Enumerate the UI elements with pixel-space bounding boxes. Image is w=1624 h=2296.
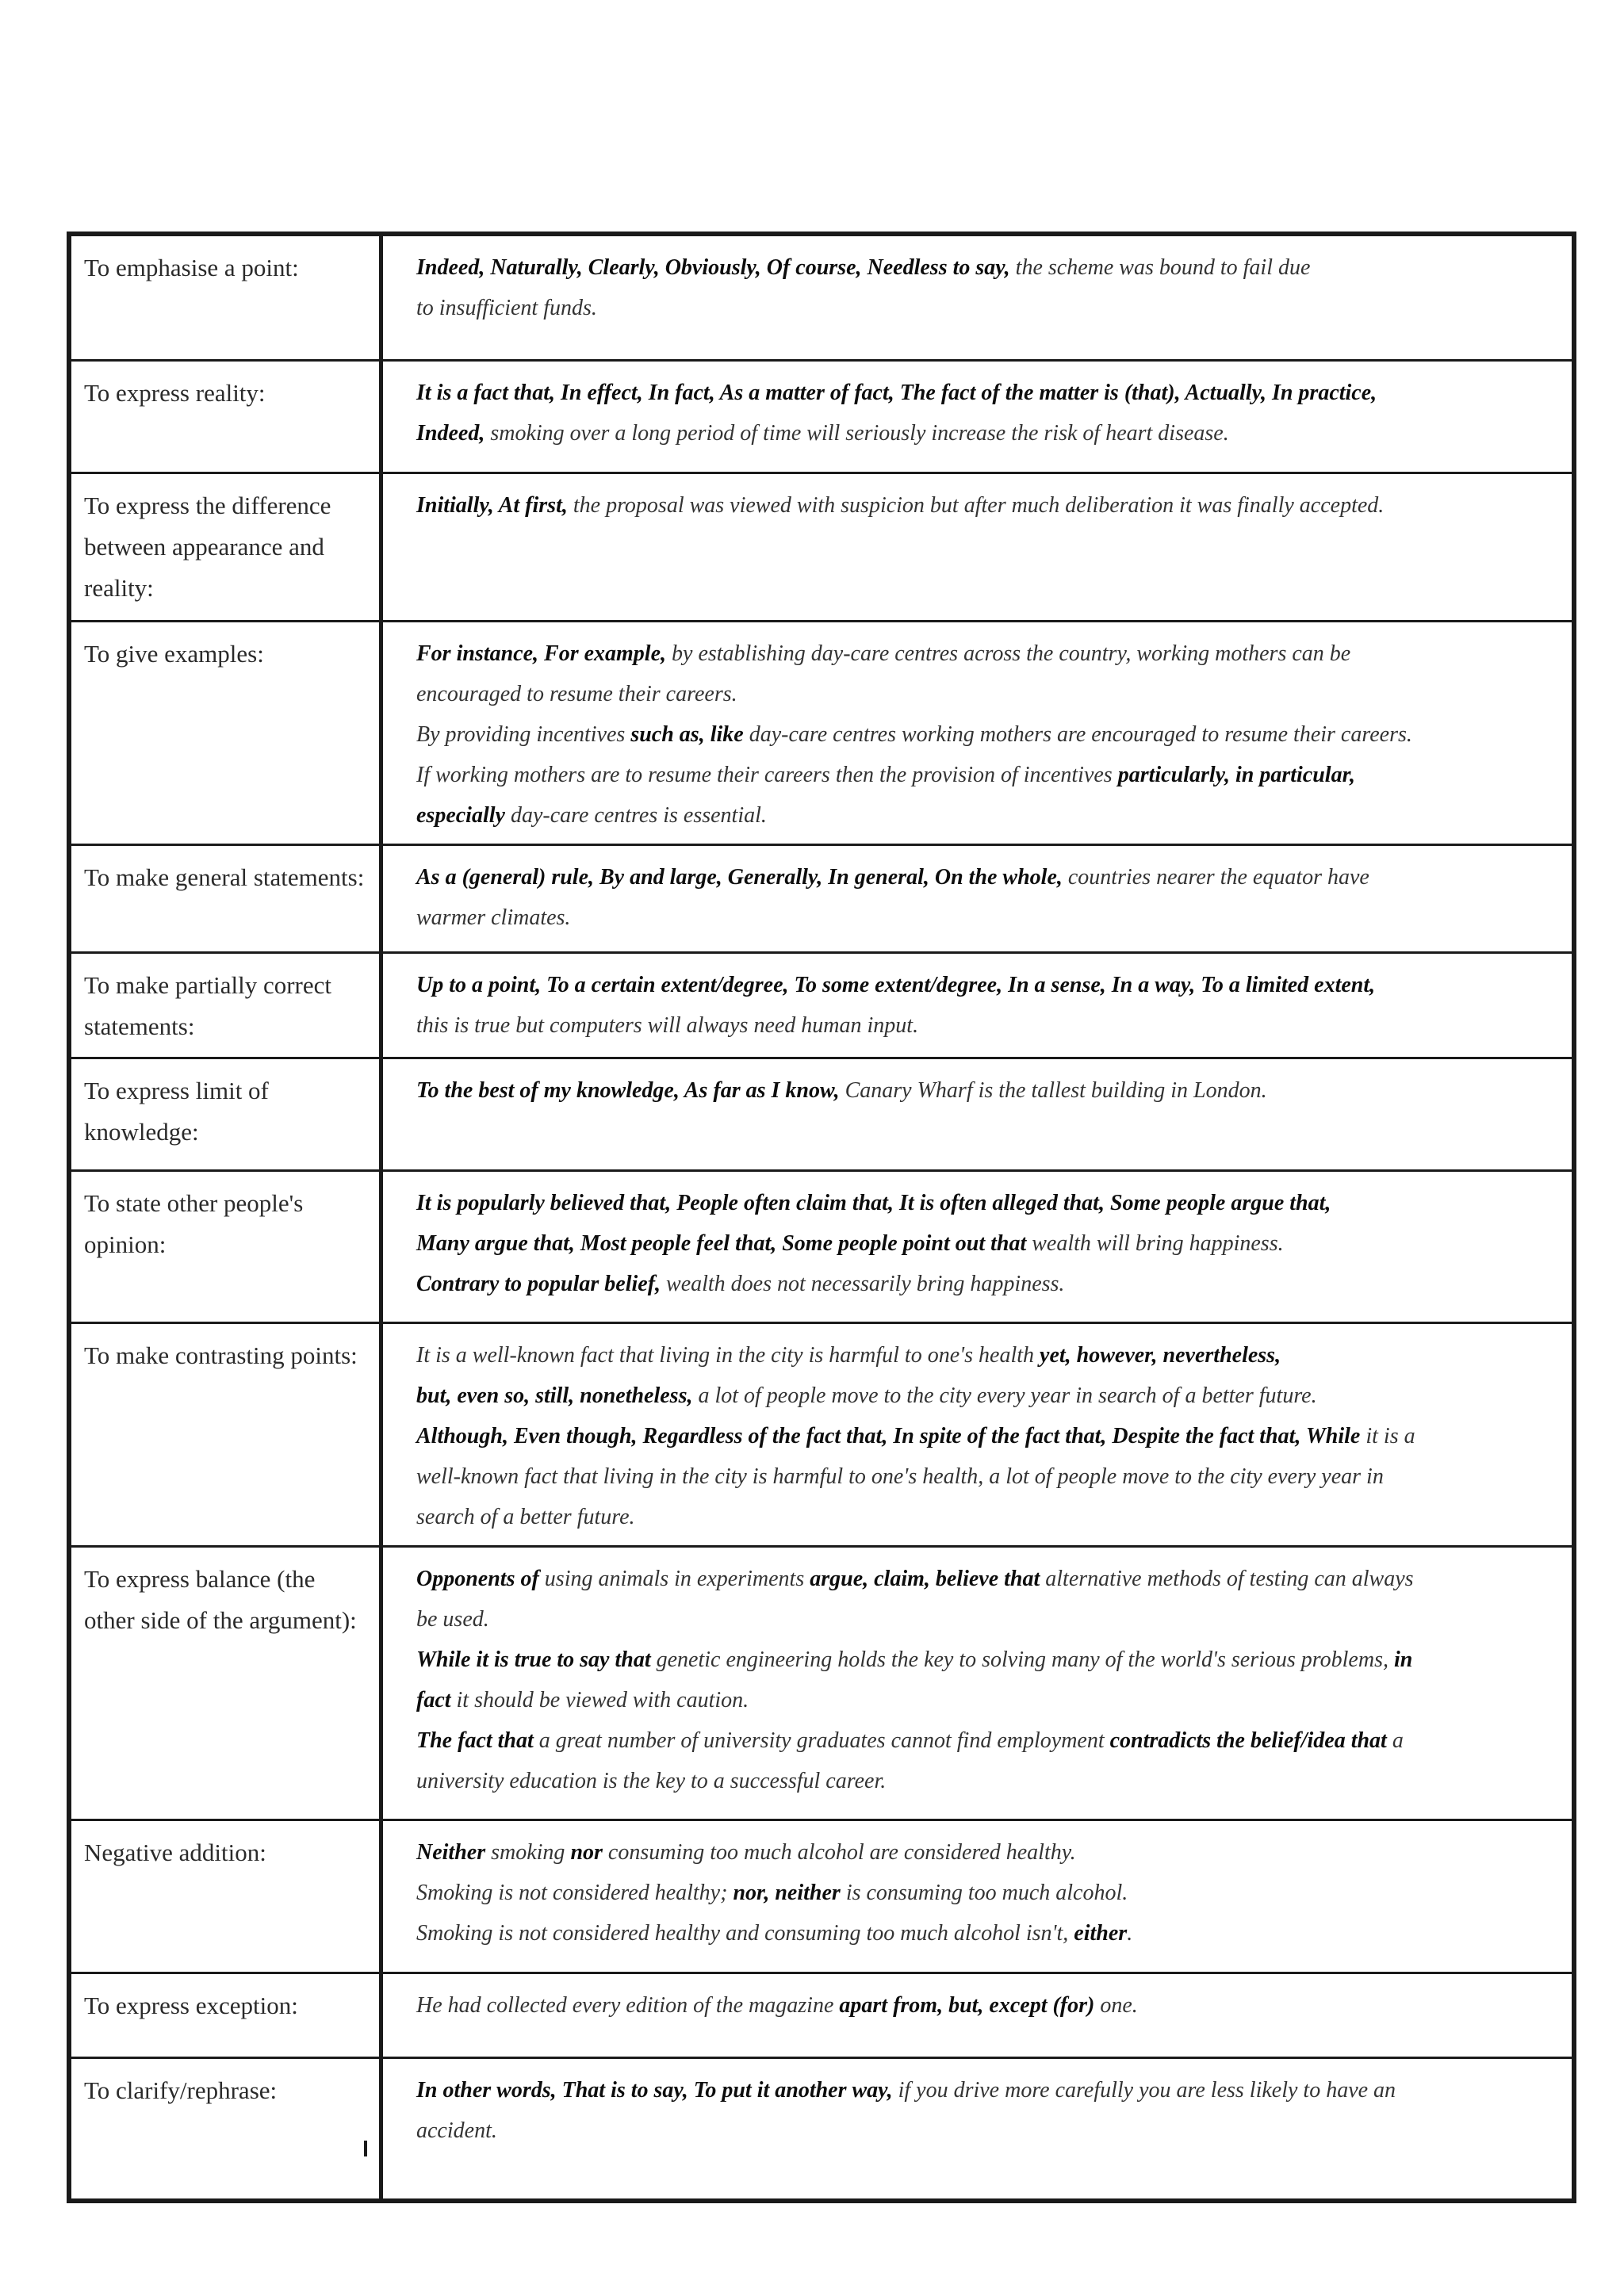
example-cell [381,473,1575,622]
example-text: accident. [416,2118,497,2143]
example-line [416,373,1559,413]
function-label: To express exception: [69,1973,381,2058]
example-text: this is true but computers will always need human input. [416,1013,919,1038]
linking-phrase: especially [416,803,505,828]
linking-phrase: Initially, At first, [416,493,568,518]
example-text: one. [1094,1993,1138,2018]
function-label: Negative addition: [69,1820,381,1973]
linking-phrase: In other words, That is to say, To put it another way, [416,2078,893,2103]
example-text: well-known fact that living in the city is harmful to one's health, a lot of people move to the city every year in [416,1464,1384,1489]
example-text: wealth does not necessarily bring happiness. [661,1272,1065,1296]
example-text: smoking over a long period of time will seriously increase the risk of heart disease. [485,421,1229,446]
example-line [416,1223,1559,1264]
example-text: smoking [485,1840,571,1865]
example-line [416,1832,1559,1873]
example-cell [381,361,1575,473]
function-label: To express balance (the other side of the argument): [69,1547,381,1820]
example-text: warmer climates. [416,905,571,930]
example-text: the scheme was bound to fail due [1009,255,1311,280]
example-text: genetic engineering holds the key to solving many of the world's serious problems, [650,1647,1394,1672]
example-line [416,2070,1559,2110]
example-line [416,1873,1559,1913]
function-label: To make general statements: [69,845,381,953]
linking-phrase: in [1393,1647,1413,1672]
example-text: university education is the key to a successful career. [416,1769,887,1793]
example-text: it should be viewed with caution. [450,1688,749,1712]
example-line [416,1376,1559,1416]
linking-phrase: For instance, For example, [416,641,667,666]
example-line [416,1456,1559,1497]
example-cell [381,1820,1575,1973]
linking-words-table [67,232,1576,2203]
example-line [416,1183,1559,1223]
example-line [416,1264,1559,1304]
table-row [69,361,1574,473]
example-text: it is a [1360,1424,1415,1448]
table-row [69,1171,1574,1323]
example-text: He had collected every edition of the magazine [416,1993,840,2018]
table-row [69,234,1574,361]
example-cell [381,1323,1575,1547]
example-line [416,1559,1559,1599]
function-label: To emphasise a point: [69,234,381,361]
example-text: by establishing day-care centres across the country, working mothers can be [666,641,1351,666]
linking-phrase: such as, like [630,722,744,747]
example-line [416,755,1559,795]
function-label: To express limit of knowledge: [69,1058,381,1171]
example-text: to insufficient funds. [416,296,597,320]
table-row [69,473,1574,622]
example-text: By providing incentives [416,722,631,747]
example-line [416,247,1559,288]
linking-phrase: but, even so, still, nonetheless, [416,1383,693,1408]
example-text: wealth will bring happiness. [1026,1231,1284,1256]
example-text: . [1127,1921,1133,1946]
example-text: search of a better future. [416,1505,635,1529]
example-line [416,1070,1559,1111]
linking-phrase: While it is true to say that [416,1647,651,1672]
table-row [69,1820,1574,1973]
example-text: If working mothers are to resume their careers then the provision of incentives [416,763,1118,787]
linking-phrase: Up to a point, To a certain extent/degree, To some extent/degree, In a sense, In a way, To a limited extent, [416,973,1376,997]
example-line [416,1680,1559,1720]
example-line [416,1005,1559,1046]
example-line [416,1985,1559,2026]
example-text: the proposal was viewed with suspicion but after much deliberation it was finally accepted. [567,493,1385,518]
example-text: be used. [416,1607,489,1632]
linking-phrase: Opponents of [416,1567,539,1591]
table-row [69,845,1574,953]
example-cell [381,1171,1575,1323]
example-text: It is a well-known fact that living in the city is harmful to one's health [416,1343,1040,1368]
linking-phrase: It is popularly believed that, People often claim that, It is often alleged that, Some people argue that, [416,1191,1331,1215]
example-line [416,633,1559,674]
table-divider-tail [364,2141,367,2156]
function-label: To give examples: [69,622,381,845]
linking-phrase: particularly, in particular, [1117,763,1355,787]
example-cell [381,845,1575,953]
example-cell [381,234,1575,361]
example-line [416,1761,1559,1801]
example-line [416,965,1559,1005]
example-cell [381,2058,1575,2202]
linking-phrase: The fact that [416,1728,534,1753]
example-line [416,288,1559,328]
linking-phrase: Indeed, Naturally, Clearly, Obviously, Of course, Needless to say, [416,255,1010,280]
example-line [416,1720,1559,1761]
example-text: Canary Wharf is the tallest building in London. [839,1078,1267,1103]
example-text: day-care centres is essential. [504,803,767,828]
function-label: To express reality: [69,361,381,473]
example-cell [381,1973,1575,2058]
table-row [69,2058,1574,2202]
example-line [416,674,1559,714]
example-text: alternative methods of testing can always [1040,1567,1414,1591]
table-row [69,1973,1574,2058]
linking-phrase: It is a fact that, In effect, In fact, As a matter of fact, The fact of the matter is (that), Actually, In practice, [416,381,1377,405]
function-label: To make partially correct statements: [69,953,381,1058]
linking-phrase: either [1074,1921,1128,1946]
linking-phrase: nor, neither [733,1881,841,1905]
example-cell [381,1058,1575,1171]
table-row [69,953,1574,1058]
example-line [416,795,1559,836]
example-line [416,714,1559,755]
table-row [69,1547,1574,1820]
example-line [416,1599,1559,1640]
linking-phrase: argue, claim, believe that [810,1567,1040,1591]
linking-phrase: Indeed, [416,421,485,446]
linking-phrase: To the best of my knowledge, As far as I know, [416,1078,840,1103]
linking-phrase: apart from, but, except (for) [839,1993,1095,2018]
table-row [69,1323,1574,1547]
linking-phrase: yet, however, nevertheless, [1040,1343,1281,1368]
example-text: if you drive more carefully you are less likely to have an [892,2078,1396,2103]
example-line [416,1335,1559,1376]
linking-phrase: contradicts the belief/idea that [1109,1728,1387,1753]
example-text: encouraged to resume their careers. [416,682,737,706]
linking-phrase: Although, Even though, Regardless of the fact that, In spite of the fact that, Despite the fact that, While [416,1424,1361,1448]
example-text: using animals in experiments [538,1567,810,1591]
example-line [416,897,1559,938]
example-text: a great number of university graduates cannot find employment [533,1728,1110,1753]
example-line [416,413,1559,453]
example-text: countries nearer the equator have [1062,865,1369,890]
example-text: Smoking is not considered healthy and consuming too much alcohol isn't, [416,1921,1074,1946]
function-label: To clarify/rephrase: [69,2058,381,2202]
linking-phrase: Neither [416,1840,486,1865]
function-label: To state other people's opinion: [69,1171,381,1323]
example-line [416,1416,1559,1456]
linking-phrase: As a (general) rule, By and large, Generally, In general, On the whole, [416,865,1063,890]
example-text: day-care centres working mothers are encouraged to resume their careers. [743,722,1412,747]
example-line [416,857,1559,897]
linking-phrase: fact [416,1688,451,1712]
example-line [416,2110,1559,2151]
example-cell [381,953,1575,1058]
table-row [69,1058,1574,1171]
example-text: a [1386,1728,1404,1753]
function-label: To make contrasting points: [69,1323,381,1547]
function-label: To express the difference between appearance and reality: [69,473,381,622]
example-line [416,1497,1559,1537]
linking-phrase: Contrary to popular belief, [416,1272,661,1296]
example-line [416,485,1559,526]
example-text: Smoking is not considered healthy; [416,1881,733,1905]
linking-phrase: nor [570,1840,603,1865]
example-text: a lot of people move to the city every year in search of a better future. [692,1383,1317,1408]
example-line [416,1913,1559,1954]
example-cell [381,622,1575,845]
example-text: is consuming too much alcohol. [840,1881,1128,1905]
table-row [69,622,1574,845]
example-cell [381,1547,1575,1820]
example-text: consuming too much alcohol are considered healthy. [602,1840,1076,1865]
linking-phrase: Many argue that, Most people feel that, Some people point out that [416,1231,1027,1256]
example-line [416,1640,1559,1680]
